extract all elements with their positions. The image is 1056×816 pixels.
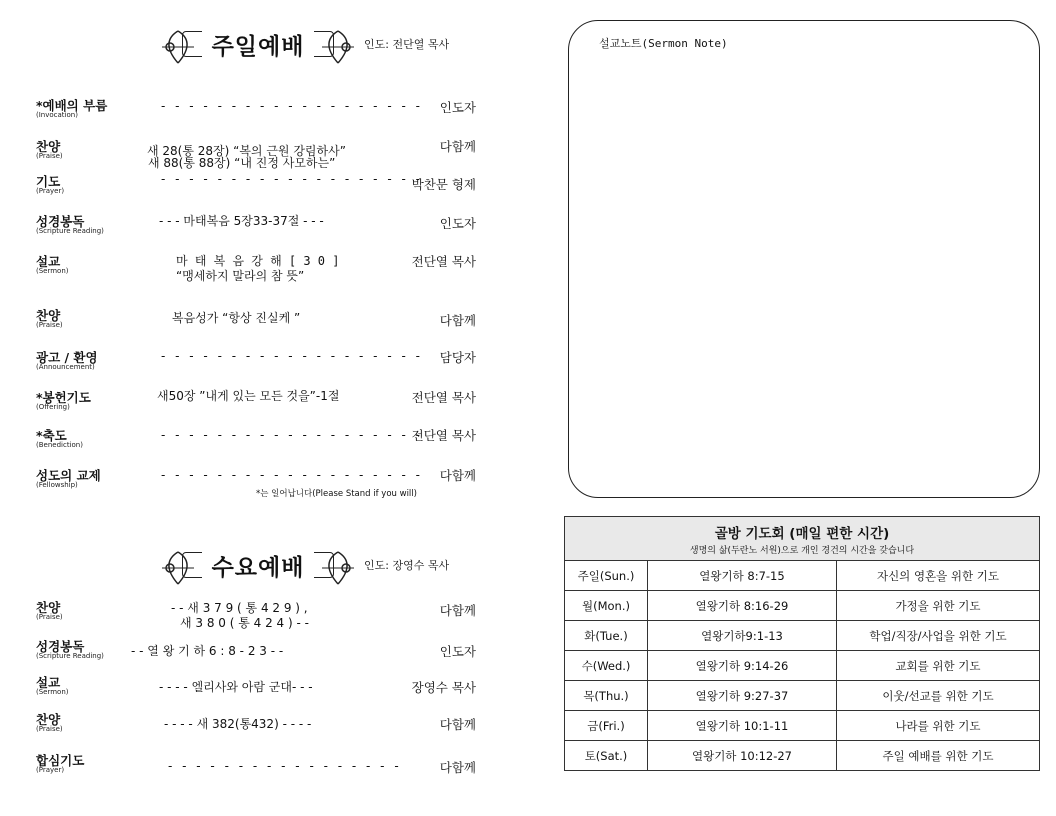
item-subtitle: (Scripture Reading) bbox=[36, 652, 104, 660]
item-leader: 다함께 bbox=[439, 603, 476, 618]
item-title: 찬양 bbox=[36, 712, 61, 727]
table-row bbox=[565, 621, 1040, 651]
sunday-service-title: 주일예배 bbox=[202, 28, 315, 61]
item-title: 성경봉독 bbox=[36, 214, 85, 229]
item-subtitle: (Praise) bbox=[36, 152, 63, 160]
item-detail: - - - - 새 382(통432) - - - - bbox=[164, 717, 312, 731]
sunday-leader: 인도: 전단열 목사 bbox=[364, 38, 450, 51]
item-title: 합심기도 bbox=[36, 753, 85, 768]
item-leader: 다함께 bbox=[439, 313, 476, 328]
item-leader: 다함께 bbox=[439, 139, 476, 154]
wednesday-service-header bbox=[158, 545, 449, 585]
list-item bbox=[36, 252, 476, 288]
passage-cell: 열왕기하 9:27-37 bbox=[648, 681, 837, 711]
list-item bbox=[36, 306, 476, 336]
day-cell: 토(Sat.) bbox=[565, 741, 648, 771]
item-title: 찬양 bbox=[36, 600, 61, 615]
item-title: 찬양 bbox=[36, 139, 61, 154]
item-title: *봉헌기도 bbox=[36, 390, 91, 405]
item-detail: - - - - - - - - - - - - - - - - - - - bbox=[161, 172, 423, 186]
day-cell: 주일(Sun.) bbox=[565, 561, 648, 591]
table-row bbox=[565, 741, 1040, 771]
item-detail-line2: “맹세하지 말라의 참 뜻” bbox=[176, 269, 305, 283]
item-leader: 인도자 bbox=[439, 216, 476, 231]
item-detail: 새 28(통 28장) “복의 근원 강림하사” bbox=[147, 144, 346, 158]
table-row bbox=[565, 651, 1040, 681]
item-title: 기도 bbox=[36, 174, 61, 189]
topic-cell: 가정을 위한 기도 bbox=[837, 591, 1040, 621]
item-leader: 다함께 bbox=[439, 468, 476, 483]
wednesday-title-frame bbox=[158, 548, 358, 582]
item-detail: - - - - - - - - - - - - - - - - - bbox=[168, 759, 402, 773]
item-leader: 박찬문 형제 bbox=[411, 177, 476, 192]
table-row bbox=[565, 681, 1040, 711]
sermon-note-box[interactable] bbox=[568, 20, 1040, 498]
item-detail: - - - - - - - - - - - - - - - - - - - bbox=[161, 349, 423, 363]
sunday-service-header bbox=[158, 24, 449, 64]
day-cell: 월(Mon.) bbox=[565, 591, 648, 621]
list-item bbox=[36, 388, 476, 418]
passage-cell: 열왕기하 10:1-11 bbox=[648, 711, 837, 741]
item-subtitle: (Prayer) bbox=[36, 187, 65, 195]
item-leader: 다함께 bbox=[439, 717, 476, 732]
list-item bbox=[36, 96, 476, 126]
prayer-table-header bbox=[565, 517, 1040, 561]
passage-cell: 열왕기하 10:12-27 bbox=[648, 741, 837, 771]
item-subtitle: (Prayer) bbox=[36, 766, 65, 774]
prayer-table-title: 골방 기도회 (매일 편한 시간) bbox=[714, 525, 890, 542]
item-detail: - - - 마태복음 5장33-37절 - - - bbox=[159, 214, 324, 228]
item-leader: 장영수 목사 bbox=[411, 680, 476, 695]
item-subtitle: (Sermon) bbox=[36, 688, 69, 696]
prayer-table-subtitle: 생명의 삶(두란노 서원)으로 개인 경건의 시간을 갖습니다 bbox=[689, 545, 915, 556]
day-cell: 수(Wed.) bbox=[565, 651, 648, 681]
item-title: 찬양 bbox=[36, 308, 61, 323]
item-leader: 인도자 bbox=[439, 644, 476, 659]
list-item bbox=[36, 637, 476, 667]
item-subtitle: (Fellowship) bbox=[36, 481, 78, 489]
table-row bbox=[565, 711, 1040, 741]
item-title: 설교 bbox=[36, 675, 61, 690]
item-leader: 다함께 bbox=[439, 760, 476, 775]
topic-cell: 교회를 위한 기도 bbox=[837, 651, 1040, 681]
item-detail: - - 열 왕 기 하 6 : 8 - 2 3 - - bbox=[131, 644, 284, 658]
table-header-row bbox=[565, 517, 1040, 561]
item-detail-line2: 새 88(통 88장) “내 진정 사모하는” bbox=[148, 156, 336, 170]
item-subtitle: (Praise) bbox=[36, 613, 63, 621]
item-subtitle: (Sermon) bbox=[36, 267, 69, 275]
list-item bbox=[36, 710, 476, 740]
topic-cell: 이웃/선교를 위한 기도 bbox=[837, 681, 1040, 711]
day-cell: 목(Thu.) bbox=[565, 681, 648, 711]
topic-cell: 자신의 영혼을 위한 기도 bbox=[837, 561, 1040, 591]
item-subtitle: (Scripture Reading) bbox=[36, 227, 104, 235]
item-title: *축도 bbox=[36, 428, 67, 443]
item-leader: 전단열 목사 bbox=[411, 390, 476, 405]
item-title: *예배의 부름 bbox=[36, 98, 108, 113]
item-leader: 전단열 목사 bbox=[411, 254, 476, 269]
wednesday-leader: 인도: 장영수 목사 bbox=[364, 559, 450, 572]
item-detail: - - - - - - - - - - - - - - - - - - - bbox=[161, 99, 423, 113]
topic-cell: 나라를 위한 기도 bbox=[837, 711, 1040, 741]
list-item bbox=[36, 172, 476, 202]
passage-cell: 열왕기하9:1-13 bbox=[648, 621, 837, 651]
item-detail: - - 새 3 7 9 ( 통 4 2 9 ) , bbox=[171, 601, 308, 615]
passage-cell: 열왕기하 8:16-29 bbox=[648, 591, 837, 621]
passage-cell: 열왕기하 8:7-15 bbox=[648, 561, 837, 591]
item-subtitle: (Praise) bbox=[36, 321, 63, 329]
topic-cell: 주일 예배를 위한 기도 bbox=[837, 741, 1040, 771]
item-detail: - - - - - - - - - - - - - - - - - - - bbox=[161, 428, 423, 442]
item-detail: 새50장 ”내게 있는 모든 것을”-1절 bbox=[157, 389, 340, 403]
list-item bbox=[36, 598, 476, 632]
list-item bbox=[36, 348, 476, 378]
list-item bbox=[36, 673, 476, 703]
table-row bbox=[565, 591, 1040, 621]
item-title: 성경봉독 bbox=[36, 639, 85, 654]
stand-note: *는 일어납니다(Please Stand if you will) bbox=[256, 489, 417, 499]
list-item bbox=[36, 137, 476, 169]
prayer-schedule-table bbox=[564, 516, 1040, 771]
day-cell: 금(Fri.) bbox=[565, 711, 648, 741]
item-detail: 마 태 복 음 강 해 [ 3 0 ] bbox=[176, 254, 340, 268]
list-item bbox=[36, 751, 476, 781]
item-title: 설교 bbox=[36, 254, 61, 269]
item-subtitle: (Praise) bbox=[36, 725, 63, 733]
table-row bbox=[565, 561, 1040, 591]
item-title: 성도의 교제 bbox=[36, 468, 101, 483]
wednesday-service-title: 수요예배 bbox=[202, 549, 315, 582]
item-detail: - - - - 엘리사와 아람 군대- - - bbox=[159, 680, 313, 694]
ornament-right-icon bbox=[318, 548, 358, 588]
item-subtitle: (Offering) bbox=[36, 403, 70, 411]
day-cell: 화(Tue.) bbox=[565, 621, 648, 651]
topic-cell: 학업/직장/사업을 위한 기도 bbox=[837, 621, 1040, 651]
item-title: 광고 / 환영 bbox=[36, 350, 98, 365]
list-item bbox=[36, 426, 476, 456]
item-leader: 전단열 목사 bbox=[411, 428, 476, 443]
sermon-note-label: 설교노트(Sermon Note) bbox=[599, 37, 728, 50]
item-subtitle: (Benediction) bbox=[36, 441, 83, 449]
item-leader: 인도자 bbox=[439, 100, 476, 115]
list-item bbox=[36, 212, 476, 242]
item-leader: 담당자 bbox=[439, 350, 476, 365]
item-subtitle: (Invocation) bbox=[36, 111, 78, 119]
item-detail: 복음성가 “항상 진실케 ” bbox=[172, 311, 301, 325]
item-subtitle: (Announcement) bbox=[36, 363, 95, 371]
ornament-right-icon bbox=[318, 27, 358, 67]
passage-cell: 열왕기하 9:14-26 bbox=[648, 651, 837, 681]
item-detail-line2: 새 3 8 0 ( 통 4 2 4 ) - - bbox=[180, 616, 309, 630]
item-detail: - - - - - - - - - - - - - - - - - - - bbox=[161, 468, 423, 482]
sunday-title-frame bbox=[158, 27, 358, 61]
